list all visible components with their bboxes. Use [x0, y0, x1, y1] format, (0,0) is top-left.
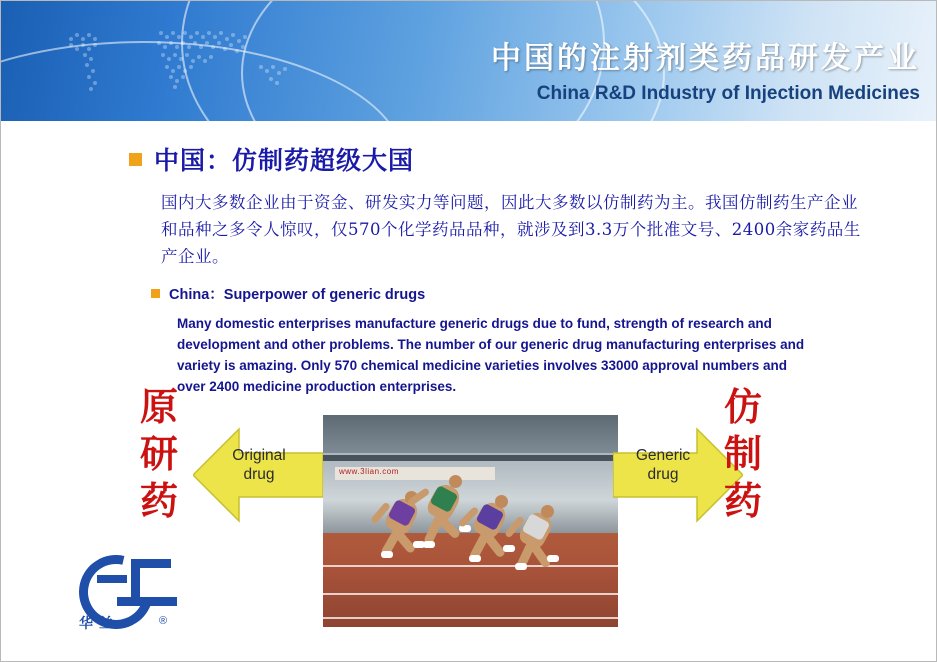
paragraph-cn: 国内大多数企业由于资金、研发实力等问题，因此大多数以仿制药为主。我国仿制药生产企业和品种之多令人惊叹，仅570个化学药品品种，就涉及到3.3万个批准文号、2400余家药品生产企业。: [161, 193, 861, 266]
right-arrow-label: Generic drug: [635, 447, 691, 483]
logo-bar-bottom: [117, 597, 177, 606]
slide-header: [1, 1, 937, 121]
left-vertical-label-cn: 原研药: [139, 384, 178, 523]
left-arrow-label: Original drug: [232, 447, 286, 483]
bullet-square-icon: [129, 153, 142, 166]
heading-cn-row: [129, 141, 414, 177]
bullet-square-small-icon: [151, 289, 160, 298]
heading-en: China：Superpower of generic drugs: [169, 287, 426, 303]
header-title-en: China R&D Industry of Injection Medicines: [536, 83, 920, 104]
right-vertical-label-cn: 仿制药: [723, 384, 762, 523]
photo-track: [323, 533, 618, 627]
heading-en-row: [151, 283, 425, 304]
photo-watermark-text: www.3lian.com: [339, 467, 399, 476]
logo-text-cn: 华兰: [79, 616, 119, 632]
header-title-cn: 中国的注射剂类药品研发产业: [491, 41, 920, 76]
company-logo: [73, 553, 193, 639]
heading-cn: 中国：仿制药超级大国: [154, 146, 415, 175]
photo-lane-line: [323, 593, 618, 595]
photo-rail: [323, 455, 618, 461]
logo-bar-middle: [97, 575, 127, 583]
photo-lane-line: [323, 617, 618, 619]
photo-lane-line: [323, 565, 618, 567]
paragraph-en: Many domestic enterprises manufacture generic drugs due to fund, strength of research and development and other problems. The number of our generic drug manufacturing enterprises and variety is amazing. Only 570 chemical medicine varieties involves 33000 approval numbers and over 2400 medicine production enterprises.: [177, 316, 805, 394]
sprinters-photo: [323, 415, 618, 627]
registered-mark-icon: ®: [159, 615, 168, 627]
photo-stadium-wall: [323, 415, 618, 453]
